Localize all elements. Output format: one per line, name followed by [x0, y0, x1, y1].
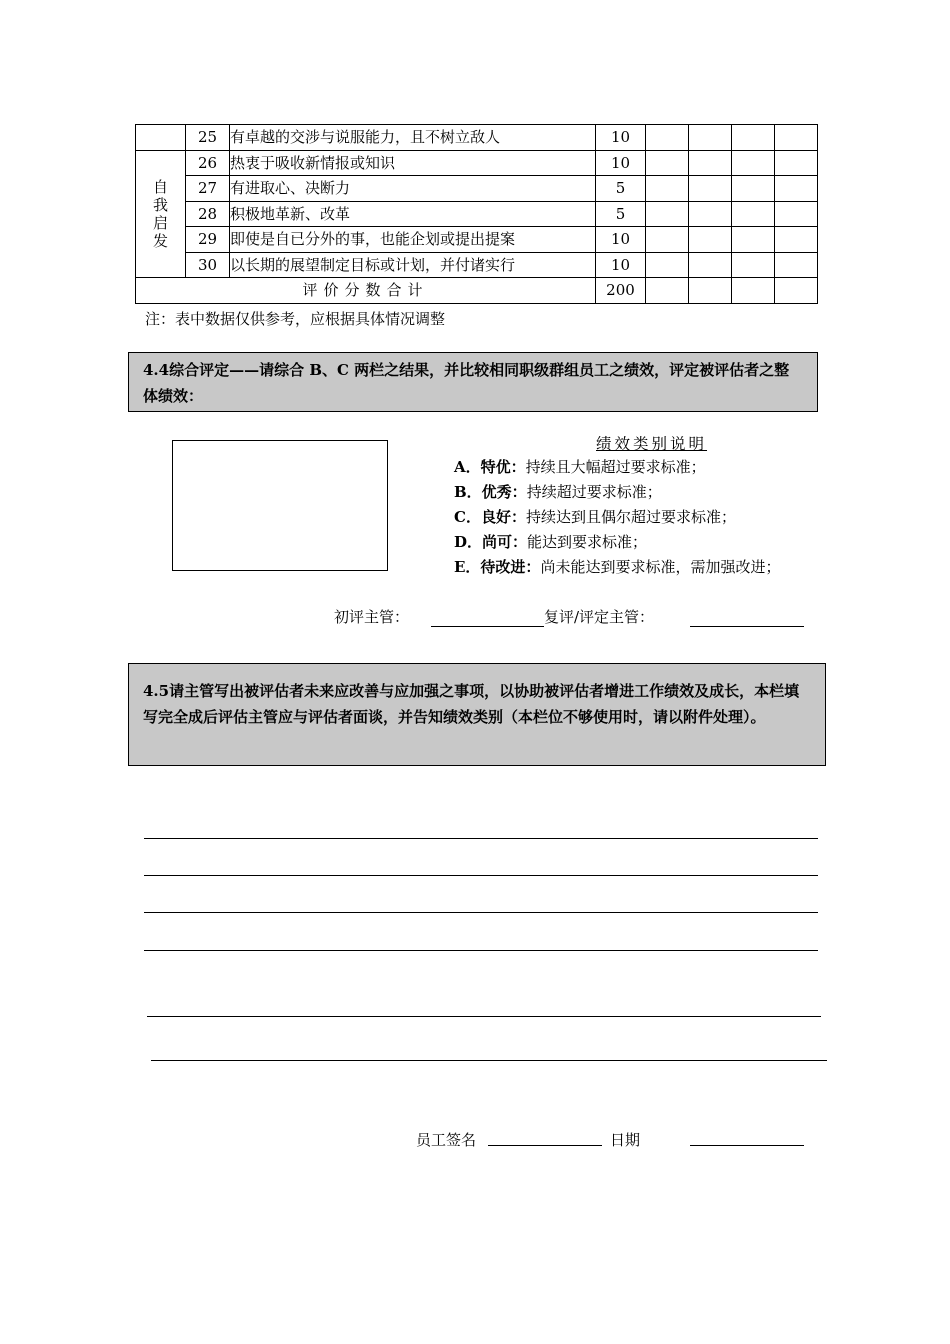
- initial-supervisor-field[interactable]: [431, 626, 544, 627]
- item-description: 热衷于吸收新情报或知识: [230, 150, 596, 176]
- rating-cell[interactable]: [646, 150, 689, 176]
- rating-cell[interactable]: [689, 252, 732, 278]
- rating-cell[interactable]: [646, 201, 689, 227]
- writing-line[interactable]: [144, 912, 818, 913]
- category-title: 绩效类别说明: [596, 435, 708, 453]
- review-supervisor-label: 复评/评定主管：: [544, 608, 655, 626]
- rating-cell[interactable]: [775, 201, 818, 227]
- table-row: [136, 176, 818, 202]
- total-row: [136, 278, 818, 304]
- total-rating-cell[interactable]: [689, 278, 732, 304]
- total-rating-cell[interactable]: [646, 278, 689, 304]
- item-score: 10: [596, 125, 646, 151]
- item-number: 29: [186, 227, 230, 253]
- rating-cell[interactable]: [732, 201, 775, 227]
- rating-cell[interactable]: [775, 252, 818, 278]
- item-description: 有卓越的交涉与说服能力，且不树立敌人: [230, 125, 596, 151]
- item-number: 30: [186, 252, 230, 278]
- review-supervisor-field[interactable]: [690, 626, 804, 627]
- section-number: 4.4: [143, 361, 170, 379]
- rating-cell[interactable]: [646, 252, 689, 278]
- item-number: 27: [186, 176, 230, 202]
- table-row: [136, 252, 818, 278]
- rating-cell[interactable]: [689, 125, 732, 151]
- table-row: [136, 227, 818, 253]
- total-score: 200: [596, 278, 646, 304]
- category-item: B．优秀：持续超过要求标准；: [454, 483, 662, 501]
- rating-cell[interactable]: [732, 125, 775, 151]
- item-description: 积极地革新、改革: [230, 201, 596, 227]
- total-rating-cell[interactable]: [732, 278, 775, 304]
- employee-signature-label: 员工签名: [416, 1131, 477, 1149]
- date-field[interactable]: [690, 1145, 804, 1146]
- table-note: 注：表中数据仅供参考，应根据具体情况调整: [145, 310, 446, 328]
- section-number: 4.5: [143, 682, 170, 700]
- rating-cell[interactable]: [689, 150, 732, 176]
- item-score: 10: [596, 150, 646, 176]
- writing-line[interactable]: [144, 950, 818, 951]
- item-description: 即使是自已分外的事，也能企划或提出提案: [230, 227, 596, 253]
- rating-cell[interactable]: [646, 125, 689, 151]
- group-label-self-development: 自 我 启 发: [136, 150, 186, 278]
- writing-line[interactable]: [144, 875, 818, 876]
- item-score: 10: [596, 227, 646, 253]
- rating-cell[interactable]: [732, 227, 775, 253]
- rating-cell[interactable]: [775, 150, 818, 176]
- item-score: 10: [596, 252, 646, 278]
- date-label: 日期: [610, 1131, 641, 1149]
- rating-cell[interactable]: [646, 176, 689, 202]
- group-cell-empty: [136, 125, 186, 151]
- table-row: [136, 150, 818, 176]
- rating-cell[interactable]: [775, 176, 818, 202]
- total-rating-cell[interactable]: [775, 278, 818, 304]
- rating-cell[interactable]: [732, 252, 775, 278]
- total-label: 评价分数合计: [136, 278, 596, 304]
- rating-cell[interactable]: [689, 227, 732, 253]
- item-number: 26: [186, 150, 230, 176]
- rating-cell[interactable]: [646, 227, 689, 253]
- rating-cell[interactable]: [732, 176, 775, 202]
- rating-cell[interactable]: [732, 150, 775, 176]
- section-4-4-text: 综合评定——请综合 B、C 两栏之结果，并比较相同职级群组员工之绩效，评定被评估者之整体绩效：: [143, 361, 790, 405]
- rating-cell[interactable]: [775, 125, 818, 151]
- category-item: E．待改进：尚未能达到要求标准，需加强改进；: [454, 558, 781, 576]
- item-number: 28: [186, 201, 230, 227]
- item-description: 以长期的展望制定目标或计划，并付诸实行: [230, 252, 596, 278]
- table-row: [136, 125, 818, 151]
- writing-line[interactable]: [147, 1016, 821, 1017]
- writing-line[interactable]: [144, 838, 818, 839]
- section-4-5-text: 请主管写出被评估者未来应改善与应加强之事项，以协助被评估者增进工作绩效及成长，本栏填写完全成后评估主管应与评估者面谈，并告知绩效类别（本栏位不够使用时，请以附件处理）。: [143, 682, 800, 726]
- section-4-5-header: [128, 663, 826, 766]
- section-4-4-header: [128, 352, 818, 412]
- category-item: D．尚可：能达到要求标准；: [454, 533, 648, 551]
- category-item: A．特优：持续且大幅超过要求标准；: [454, 458, 706, 476]
- item-description: 有进取心、决断力: [230, 176, 596, 202]
- initial-supervisor-label: 初评主管：: [334, 608, 410, 626]
- evaluation-table: [135, 124, 818, 304]
- rating-cell[interactable]: [689, 176, 732, 202]
- writing-line[interactable]: [151, 1060, 827, 1061]
- item-score: 5: [596, 176, 646, 202]
- rating-cell[interactable]: [775, 227, 818, 253]
- overall-rating-box[interactable]: [172, 440, 388, 571]
- item-number: 25: [186, 125, 230, 151]
- category-item: C．良好：持续达到且偶尔超过要求标准；: [454, 508, 736, 526]
- table-row: [136, 201, 818, 227]
- rating-cell[interactable]: [689, 201, 732, 227]
- employee-signature-field[interactable]: [488, 1145, 602, 1146]
- item-score: 5: [596, 201, 646, 227]
